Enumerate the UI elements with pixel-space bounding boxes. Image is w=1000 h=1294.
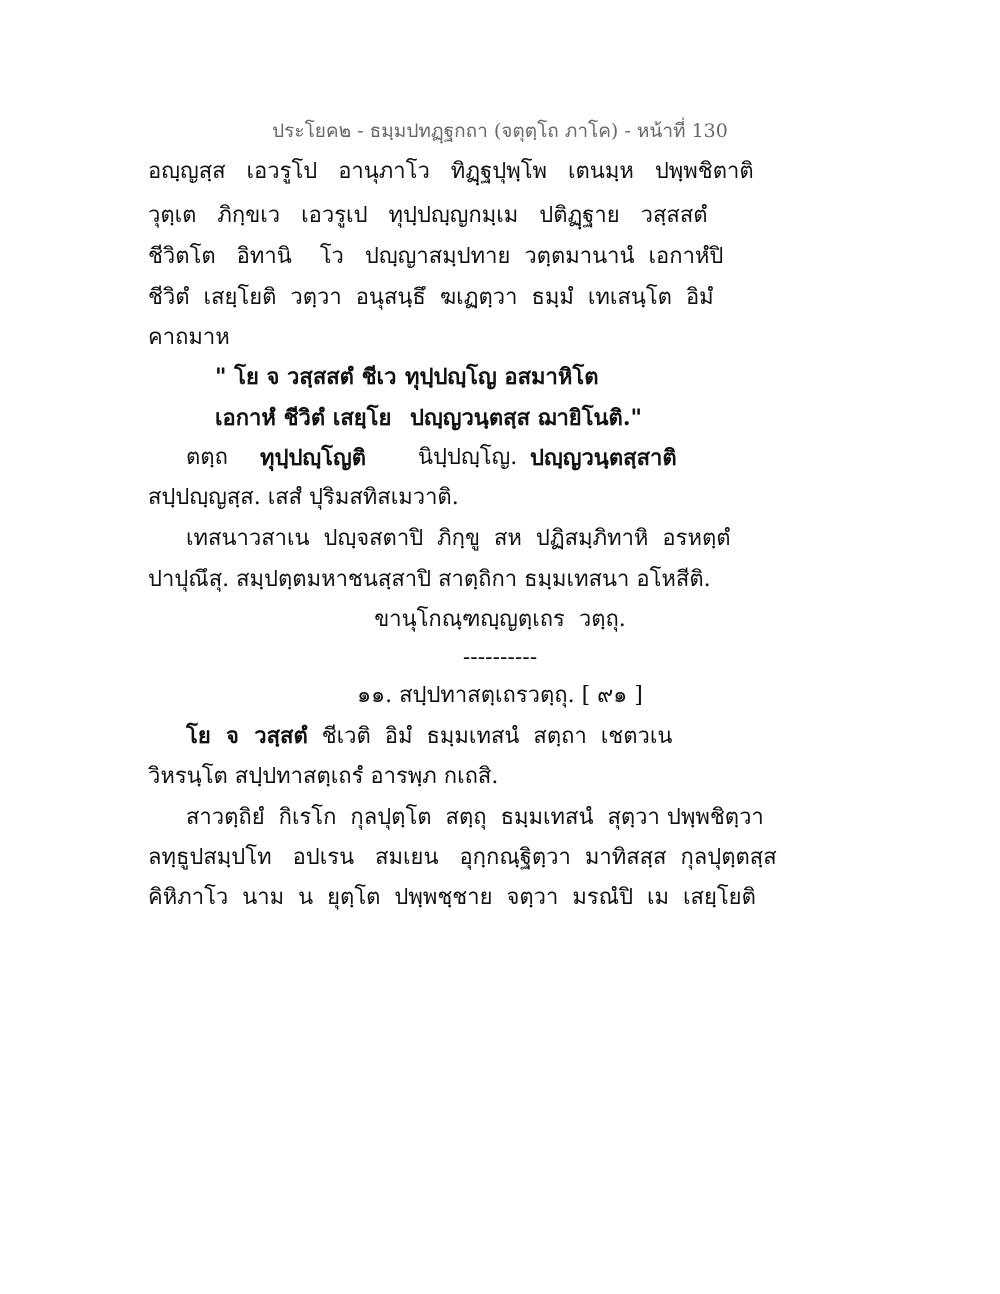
section-title: ๑๑. สปฺปทาสตฺเถรวตฺถุ. [ ๙๑ ] — [357, 683, 643, 708]
page-header: ประโยค๒ - ธมฺมปทฏฺฐกถา (จตุตฺโถ ภาโค) - หน้าที่ 130 — [272, 120, 728, 142]
paragraph-line: สาวตฺถิยํ กิเรโก กุลปุตฺโต สตฺถุ ธมฺมเทสนํ สุตฺวา ปพฺพชิตฺวา — [186, 805, 764, 830]
paragraph-line: ปาปุณึสุ. สมฺปตฺตมหาชนสฺสาปิ สาตฺถิกา ธมฺมเทสนา อโหสีติ. — [148, 567, 711, 592]
paragraph-line: ชีวิตโต อิทานิ โว ปญฺญาสมฺปทาย วตฺตมานานํ เอกาหํปิ — [148, 244, 724, 269]
paragraph-line — [186, 716, 672, 757]
story-end-label: ขานุโกณฺฑญฺญตฺเถร วตฺถุ. — [374, 607, 626, 632]
paragraph-line: ชีวิตํ เสยฺโยติ วตฺวา อนุสนฺธึ ฆเฏตฺวา ธมฺมํ เทเสนฺโต อิมํ — [148, 285, 714, 310]
paragraph-line: อญฺญสฺส เอวรูโป อานุภาโว ทิฏฺฐปุพฺโพ เตนมฺห ปพฺพชิตาติ — [148, 159, 754, 184]
paragraph-line: วิหรนฺโต สปฺปทาสตฺเถรํ อารพฺภ กเถสิ. — [148, 764, 499, 789]
paragraph-line: เทสนาวสาเน ปญฺจสตาปิ ภิกฺขู สห ปฏิสมฺภิทาหิ อรหตฺตํ — [186, 526, 731, 551]
commentary-word: ตตฺถ — [186, 445, 228, 470]
bold-lemma: โย จ วสฺสตํ — [186, 723, 308, 749]
verse-line-2a: เอกาหํ ชีวิตํ เสยฺโย — [215, 405, 392, 431]
line-rest: ชีเวติ อิมํ ธมฺมเทสนํ สตฺถา เชตวเน — [307, 724, 673, 749]
paragraph-line: วุตฺเต ภิกฺขเว เอวรูเป ทุปฺปญฺญกมฺเม ปติฏฺฐาย วสฺสสตํ — [148, 203, 708, 228]
verse-line-1b: ทุปฺปญฺโญ อสมาหิโต — [405, 364, 599, 390]
verse-line-1a: " โย จ วสฺสสตํ ชีเว — [215, 364, 397, 390]
verse-line-2b: ปญฺญวนฺตสฺส ฌายิโนติ." — [410, 405, 642, 431]
paragraph-line: ลทฺธูปสมฺปโท อปเรน สมเยน อุกฺกณฺฐิตฺวา มาทิสสฺส กุลปุตฺตสฺส — [148, 845, 777, 870]
paragraph-line: คิหิภาโว นาม น ยุตฺโต ปพฺพชฺชาย จตฺวา มรณํปิ เม เสยฺโยติ — [148, 885, 756, 910]
paragraph-line: คาถมาห — [148, 325, 230, 350]
commentary-word: นิปฺปญฺโญ. — [418, 445, 518, 470]
commentary-line: สปฺปญฺญสฺส. เสสํ ปุริมสทิสเมวาติ. — [148, 485, 459, 510]
commentary-term: ปญฺญวนฺตสฺสาติ — [530, 445, 677, 471]
divider: ---------- — [462, 645, 538, 670]
commentary-term: ทุปฺปญฺโญติ — [260, 445, 367, 471]
